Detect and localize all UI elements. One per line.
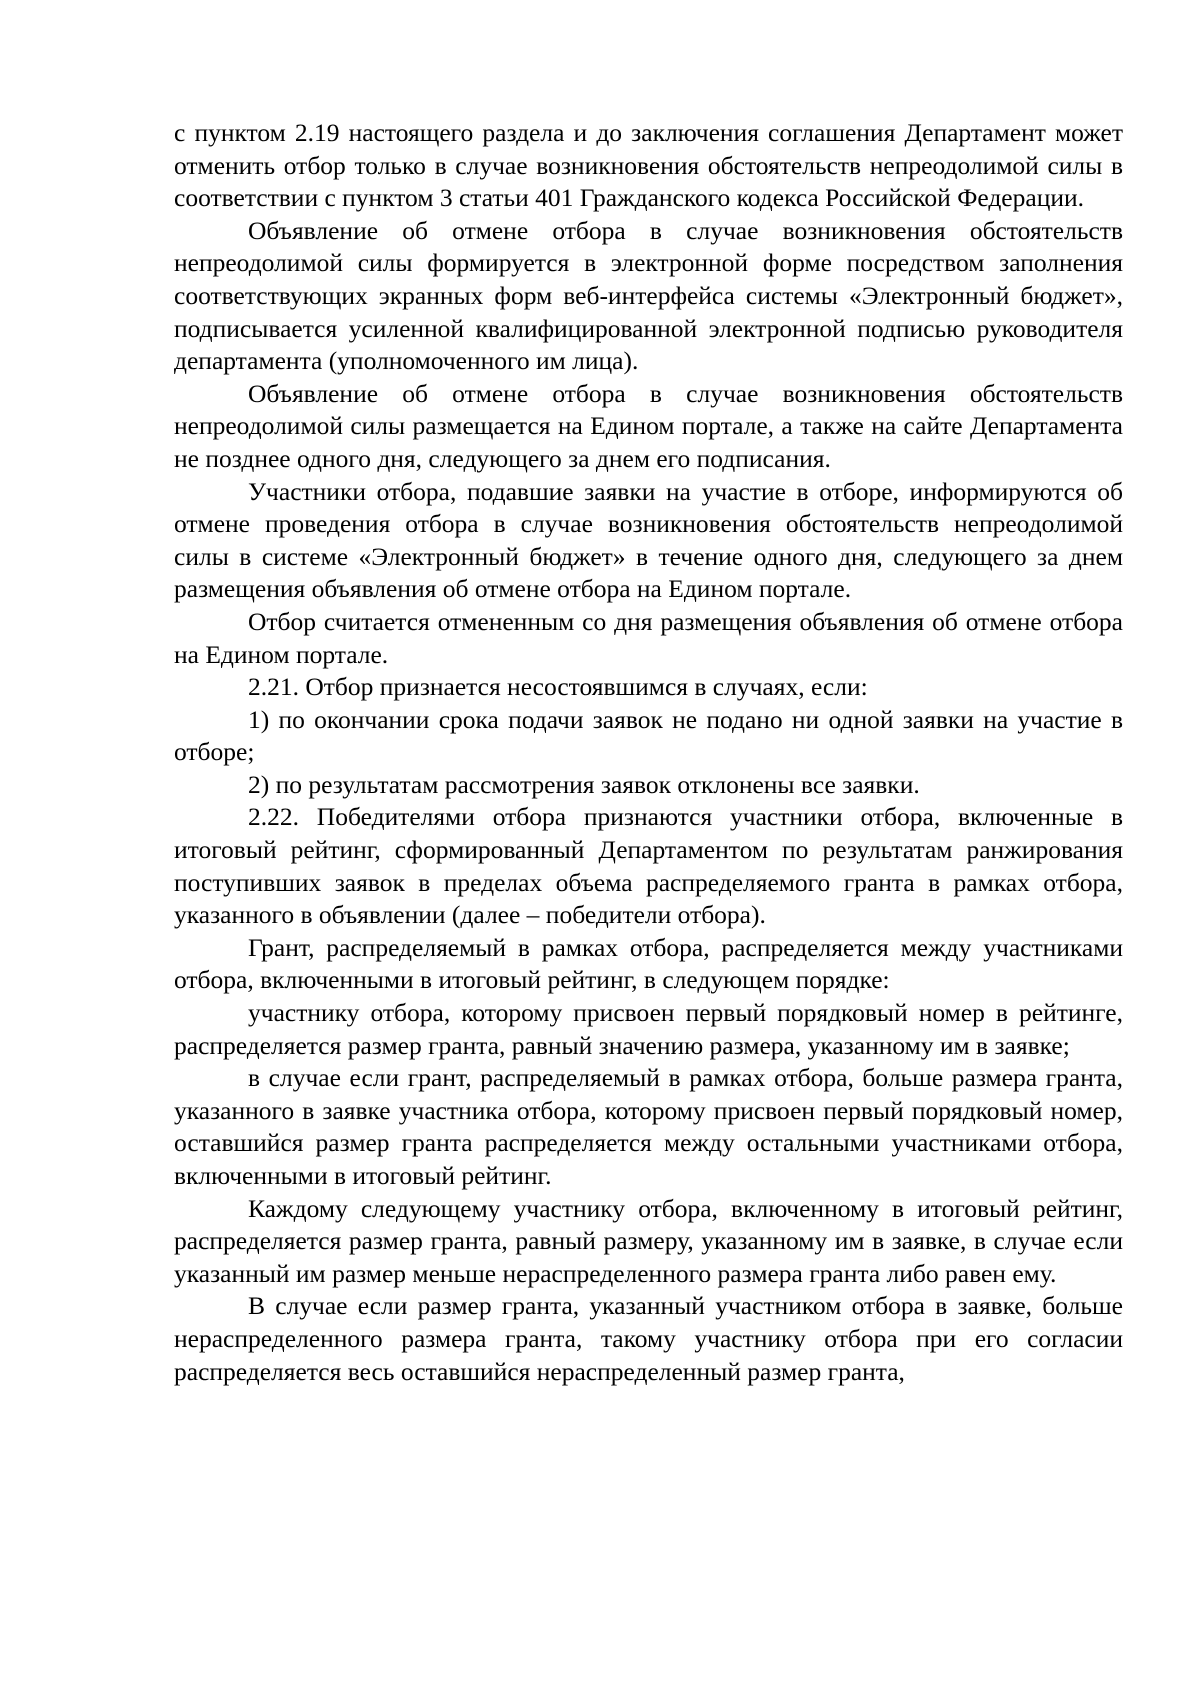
document-page	[174, 117, 1123, 1388]
paragraph-cancellation-announcement-publication: Объявление об отмене отбора в случае возникновения обстоятельств непреодолимой силы размещается на Едином портале, а также на сайте Департамента не позднее одного дня, следующего за днем его подписания.	[174, 378, 1123, 473]
paragraph-first-participant: участнику отбора, которому присвоен первый порядковый номер в рейтинге, распределяется размер гранта, равный значению размера, указанному им в заявке;	[174, 998, 1123, 1060]
paragraph-2-21-item-2: 2) по результатам рассмотрения заявок отклонены все заявки.	[248, 769, 920, 799]
paragraph-cancellation-announcement-form: Объявление об отмене отбора в случае возникновения обстоятельств непреодолимой силы формируется в электронной форме посредством заполнения соответствующих экранных форм веб-интерфейса системы «Электронный бюджет», подписывается усиленной квалифицированной электронной подписью руководителя департамента (уполномоченного им лица).	[174, 215, 1123, 376]
paragraph-larger-requested-size: В случае если размер гранта, указанный участником отбора в заявке, больше нераспределенного размера гранта, такому участнику отбора при его согласии распределяется весь оставшийся нераспределенный размер гранта,	[174, 1291, 1123, 1386]
paragraph-next-participant: Каждому следующему участнику отбора, включенному в итоговый рейтинг, распределяется размер гранта, равный размеру, указанному им в заявке, в случае если указанный им размер меньше нераспределенного размера гранта либо равен ему.	[174, 1193, 1123, 1288]
paragraph-2-21: 2.21. Отбор признается несостоявшимся в случаях, если:	[248, 672, 868, 702]
paragraph-2-22: 2.22. Победителями отбора признаются участники отбора, включенные в итоговый рейтинг, сформированный Департаментом по результатам ранжирования поступивших заявок в пределах объема распределяемого гранта в рамках отбора, указанного в объявлении (далее – победители отбора).	[174, 802, 1123, 930]
paragraph-selection-cancelled: Отбор считается отмененным со дня размещения объявления об отмене отбора на Едином портале.	[174, 606, 1123, 669]
paragraph-remaining-grant: в случае если грант, распределяемый в рамках отбора, больше размера гранта, указанного в заявке участника отбора, которому присвоен первый порядковый номер, оставшийся размер гранта распределяется между остальными участниками отбора, включенными в итоговый рейтинг.	[174, 1063, 1123, 1190]
paragraph-participants-notification: Участники отбора, подавшие заявки на участие в отборе, информируются об отмене проведения отбора в случае возникновения обстоятельств непреодолимой силы в системе «Электронный бюджет» в течение одного дня, следующего за днем размещения объявления об отмене отбора на Едином портале.	[174, 476, 1123, 604]
paragraph-2-21-item-1: 1) по окончании срока подачи заявок не подано ни одной заявки на участие в отборе;	[174, 704, 1123, 767]
paragraph-grant-distribution: Грант, распределяемый в рамках отбора, распределяется между участниками отбора, включенными в итоговый рейтинг, в следующем порядке:	[174, 932, 1123, 995]
paragraph-continuation: с пунктом 2.19 настоящего раздела и до заключения соглашения Департамент может отменить отбор только в случае возникновения обстоятельств непреодолимой силы в соответствии с пунктом 3 статьи 401 Гражданского кодекса Российской Федерации.	[174, 118, 1123, 213]
